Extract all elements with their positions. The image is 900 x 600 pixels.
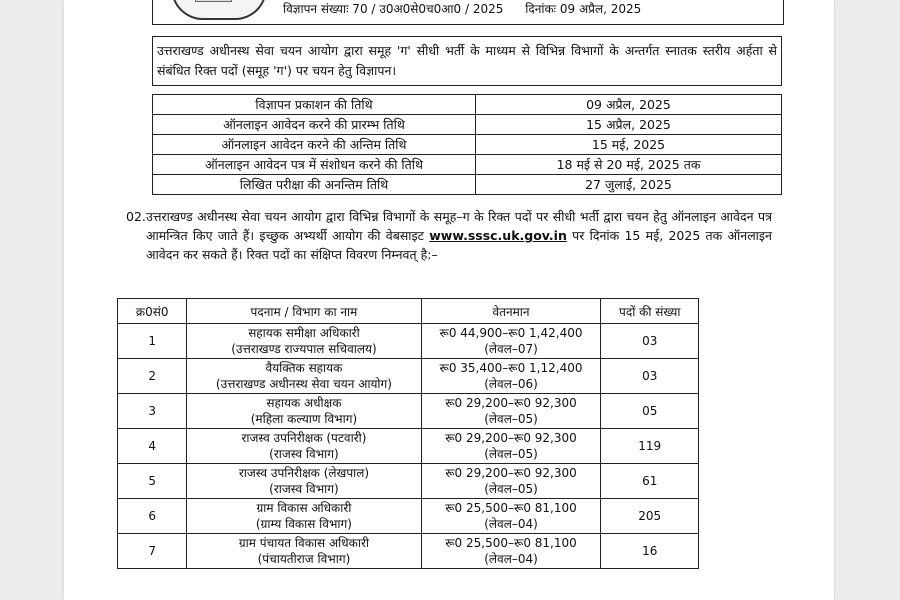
pay-cell	[421, 324, 601, 359]
section-2-text-before: उत्तराखण्ड अधीनस्थ सेवा चयन आयोग द्वारा विभिन्न विभागों के समूह–ग के रिक्त पदों पर सीधी भर्ती द्वारा चयन हेतु ऑनलाइन आवेदन पत्र आमन्त्रित किए जाते हैं। इच्छुक अभ्यर्थी आयोग की वेबसाइट	[146, 209, 772, 243]
post-cell	[187, 394, 421, 429]
serial-no: 1	[118, 324, 187, 359]
department-name: (महिला कल्याण विभाग)	[250, 412, 358, 426]
department-name: (ग्राम्य विकास विभाग)	[255, 517, 352, 531]
post-count: 16	[601, 534, 699, 569]
post-name: राजस्व उपनिरीक्षक (लेखपाल)	[238, 466, 370, 480]
section-2-text-after: पर दिनांक 15 मई, 2025 तक ऑनलाइन आवेदन कर सकते हैं। रिक्त पदों का संक्षिप्त विवरण निम्नवत् है:–	[146, 228, 772, 262]
vacancy-table	[117, 298, 699, 569]
post-cell	[187, 324, 421, 359]
post-cell	[187, 464, 421, 499]
pay-level: (लेवल–04)	[484, 517, 538, 531]
pay-scale: रू0 25,500–रू0 81,100	[445, 501, 577, 515]
header-serial-no: क्र0सं0	[118, 299, 187, 324]
date-row	[153, 155, 782, 175]
pay-scale: रू0 35,400–रू0 1,12,400	[439, 361, 583, 375]
date-row	[153, 175, 782, 195]
vacancy-table-header	[118, 299, 699, 324]
vacancy-row	[118, 499, 699, 534]
post-count: 61	[601, 464, 699, 499]
document-page	[64, 0, 834, 600]
pay-level: (लेवल–05)	[484, 412, 538, 426]
date-value: 18 मई से 20 मई, 2025 तक	[476, 155, 782, 175]
date-value: 09 अप्रैल, 2025	[476, 95, 782, 115]
serial-no: 7	[118, 534, 187, 569]
date-label: ऑनलाइन आवेदन करने की अन्तिम तिथि	[153, 135, 476, 155]
emblem-logo	[171, 0, 267, 20]
pay-cell	[421, 464, 601, 499]
pay-cell	[421, 359, 601, 394]
serial-no: 4	[118, 429, 187, 464]
website-link[interactable]: www.sssc.uk.gov.in	[429, 228, 567, 243]
vacancy-row	[118, 359, 699, 394]
post-name: वैयक्तिक सहायक	[265, 361, 343, 375]
post-name: ग्राम विकास अधिकारी	[256, 501, 352, 515]
section-number: 02.	[126, 209, 146, 224]
vacancy-row	[118, 394, 699, 429]
pay-scale: रू0 29,200–रू0 92,300	[445, 431, 577, 445]
header-post-name: पदनाम / विभाग का नाम	[187, 299, 421, 324]
department-name: (राजस्व विभाग)	[269, 447, 339, 461]
post-count: 05	[601, 394, 699, 429]
pay-scale: रू0 44,900–रू0 1,42,400	[439, 326, 583, 340]
post-cell	[187, 429, 421, 464]
date-row	[153, 115, 782, 135]
pay-cell	[421, 534, 601, 569]
date-value: 15 मई, 2025	[476, 135, 782, 155]
post-name: ग्राम पंचायत विकास अधिकारी	[238, 536, 369, 550]
header-pay-scale: वेतनमान	[421, 299, 601, 324]
pay-level: (लेवल–07)	[484, 342, 538, 356]
pay-scale: रू0 29,200–रू0 92,300	[445, 466, 577, 480]
advertisement-date: दिनांकः 09 अप्रैल, 2025	[525, 2, 642, 16]
pay-level: (लेवल–05)	[484, 482, 538, 496]
post-count: 03	[601, 324, 699, 359]
emblem-text	[195, 0, 232, 2]
pay-scale: रू0 29,200–रू0 92,300	[445, 396, 577, 410]
vacancy-row	[118, 324, 699, 359]
date-label: ऑनलाइन आवेदन पत्र में संशोधन करने की तिथि	[153, 155, 476, 175]
date-label: लिखित परीक्षा की अनन्तिम तिथि	[153, 175, 476, 195]
post-count: 205	[601, 499, 699, 534]
department-name: (राजस्व विभाग)	[269, 482, 339, 496]
date-row	[153, 95, 782, 115]
header-box	[152, 0, 784, 25]
header-line	[283, 0, 641, 17]
intro-paragraph: उत्तराखण्ड अधीनस्थ सेवा चयन आयोग द्वारा समूह 'ग' सीधी भर्ती के माध्यम से विभिन्न विभागों के अन्तर्गत स्नातक स्तरीय अर्हता से संबंधित रिक्त पदों (समूह 'ग') पर चयन हेतु विज्ञापन।	[152, 36, 782, 86]
pay-level: (लेवल–06)	[484, 377, 538, 391]
pay-level: (लेवल–04)	[484, 552, 538, 566]
advertisement-number: विज्ञापन संख्याः 70 / उ0अ0से0च0आ0 / 2025	[283, 2, 504, 16]
date-value: 27 जुलाई, 2025	[476, 175, 782, 195]
serial-no: 3	[118, 394, 187, 429]
post-count: 119	[601, 429, 699, 464]
post-cell	[187, 499, 421, 534]
department-name: (उत्तराखण्ड अधीनस्थ सेवा चयन आयोग)	[215, 377, 392, 391]
date-row	[153, 135, 782, 155]
post-count: 03	[601, 359, 699, 394]
section-2-body	[146, 207, 772, 264]
pay-scale: रू0 25,500–रू0 81,100	[445, 536, 577, 550]
department-name: (पंचायतीराज विभाग)	[257, 552, 351, 566]
post-name: राजस्व उपनिरीक्षक (पटवारी)	[241, 431, 367, 445]
pay-cell	[421, 429, 601, 464]
department-name: (उत्तराखण्ड राज्यपाल सचिवालय)	[231, 342, 377, 356]
important-dates-table	[152, 94, 782, 195]
pay-cell	[421, 394, 601, 429]
vacancy-row	[118, 464, 699, 499]
vacancy-row	[118, 429, 699, 464]
serial-no: 5	[118, 464, 187, 499]
post-name: सहायक अधीक्षक	[266, 396, 342, 410]
pay-cell	[421, 499, 601, 534]
pay-level: (लेवल–05)	[484, 447, 538, 461]
serial-no: 6	[118, 499, 187, 534]
header-post-count: पदों की संख्या	[601, 299, 699, 324]
date-label: ऑनलाइन आवेदन करने की प्रारम्भ तिथि	[153, 115, 476, 135]
post-name: सहायक समीक्षा अधिकारी	[248, 326, 360, 340]
date-value: 15 अप्रैल, 2025	[476, 115, 782, 135]
post-cell	[187, 359, 421, 394]
post-cell	[187, 534, 421, 569]
vacancy-row	[118, 534, 699, 569]
date-label: विज्ञापन प्रकाशन की तिथि	[153, 95, 476, 115]
serial-no: 2	[118, 359, 187, 394]
section-2-paragraph	[126, 207, 772, 264]
